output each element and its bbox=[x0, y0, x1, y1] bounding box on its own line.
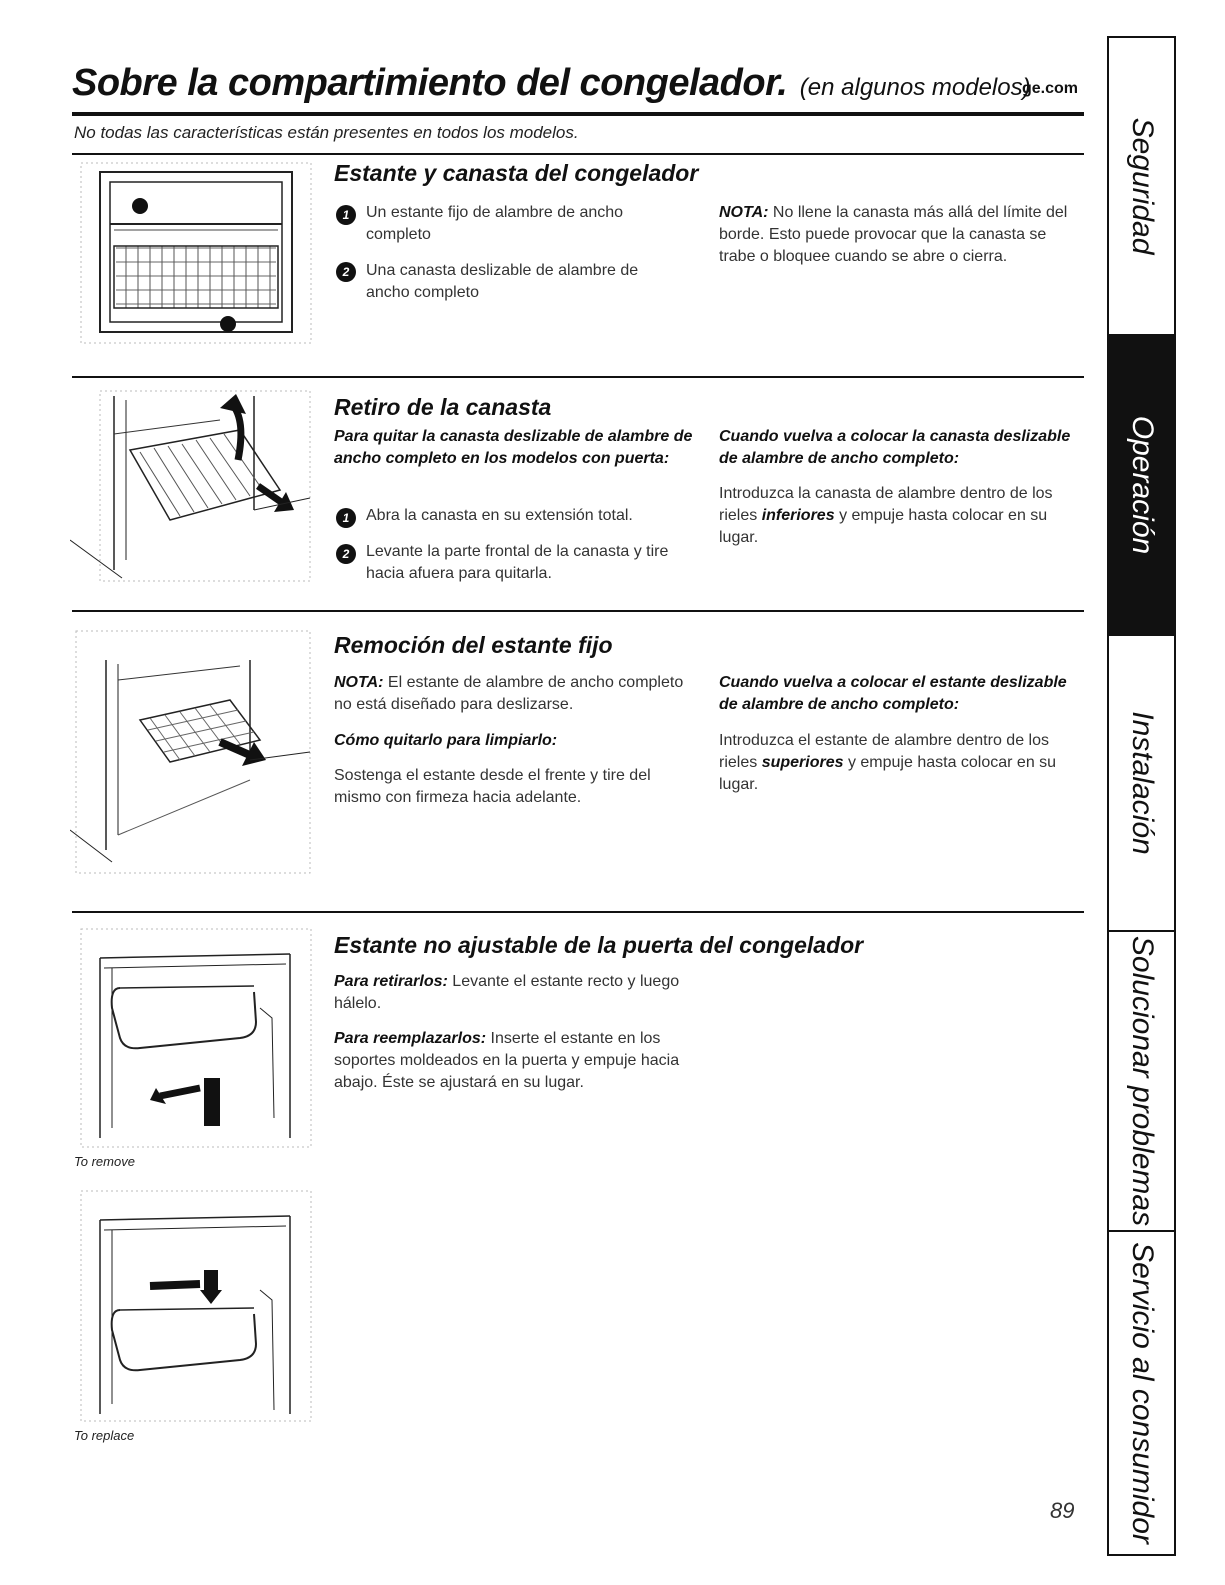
replace-text-part: y empuje hasta colocar en su lugar. bbox=[719, 754, 1057, 793]
shelf-note bbox=[719, 202, 1079, 268]
remove-text: Levante el estante recto y luego hálelo. bbox=[334, 973, 680, 1012]
tab-label: Operación bbox=[1125, 415, 1159, 555]
replace-text-part: y empuje hasta colocar en su lugar. bbox=[719, 507, 1048, 546]
door-shelf-remove-illustration bbox=[80, 928, 312, 1148]
remove-label: Para retirarlos: bbox=[334, 973, 448, 990]
tab-seguridad[interactable] bbox=[1109, 38, 1174, 336]
replace-text-part: Introduzca la canasta de alambre dentro de los rieles bbox=[719, 485, 1053, 524]
tab-label: Seguridad bbox=[1125, 117, 1159, 255]
door-shelf-remove-text bbox=[334, 971, 694, 1015]
basket-replace-text bbox=[719, 483, 1079, 549]
tab-servicio-al-consumidor[interactable] bbox=[1109, 1232, 1174, 1554]
shelf-item-2: Una canasta deslizable de alambre de ancho completo bbox=[366, 262, 639, 301]
step-number-1: 1 bbox=[336, 508, 356, 528]
section-divider bbox=[72, 610, 1084, 612]
basket-removal-intro: Para quitar la canasta deslizable de alambre de ancho completo en los modelos con puerta: bbox=[334, 428, 693, 467]
tab-label: Solucionar problemas bbox=[1125, 935, 1159, 1227]
replace-label: Para reemplazarlos: bbox=[334, 1030, 487, 1047]
step-number-2: 2 bbox=[336, 262, 356, 282]
page-subtitle: No todas las características están presentes en todos los modelos. bbox=[74, 123, 579, 142]
tab-solucionar-problemas[interactable] bbox=[1109, 932, 1174, 1232]
tab-operacion[interactable] bbox=[1109, 336, 1174, 636]
section-title-basket-removal: Retiro de la canasta bbox=[334, 394, 552, 420]
caption-to-remove: To remove bbox=[74, 1154, 135, 1169]
fixed-shelf-replace-text bbox=[719, 730, 1079, 796]
tab-label: Servicio al consumidor bbox=[1125, 1242, 1159, 1544]
step-number-2: 2 bbox=[336, 544, 356, 564]
side-tab-bar bbox=[1107, 36, 1176, 1556]
replace-text: Inserte el estante en los soportes moldeados en la puerta y empuje hacia abajo. Éste se ajustará en su lugar. bbox=[334, 1030, 680, 1091]
step-number-1: 1 bbox=[336, 205, 356, 225]
fixed-shelf-clean-text: Sostenga el estante desde el frente y tire del mismo con firmeza hacia adelante. bbox=[334, 767, 651, 806]
basket-replace-heading: Cuando vuelva a colocar la canasta deslizable de alambre de ancho completo: bbox=[719, 428, 1071, 467]
page-title-suffix: (en algunos modelos) bbox=[799, 74, 1031, 101]
shelf-item-1: Un estante fijo de alambre de ancho completo bbox=[366, 204, 624, 243]
replace-text-bold: inferiores bbox=[761, 507, 835, 524]
fixed-shelf-clean-heading: Cómo quitarlo para limpiarlo: bbox=[334, 732, 558, 749]
fixed-shelf-replace-heading: Cuando vuelva a colocar el estante deslizable de alambre de ancho completo: bbox=[719, 674, 1067, 713]
replace-text-part: Introduzca el estante de alambre dentro de los rieles bbox=[719, 732, 1049, 771]
note-text: El estante de alambre de ancho completo no está diseñado para deslizarse. bbox=[334, 674, 684, 713]
page-number: 89 bbox=[1050, 1498, 1075, 1523]
fixed-shelf-removal-illustration bbox=[70, 630, 312, 875]
site-url: ge.com bbox=[1022, 80, 1079, 97]
basket-removal-step-2: Levante la parte frontal de la canasta y tire hacia afuera para quitarla. bbox=[366, 543, 669, 582]
section-title-door-shelf: Estante no ajustable de la puerta del congelador bbox=[334, 932, 864, 958]
section-divider bbox=[72, 911, 1084, 913]
section-divider bbox=[72, 153, 1084, 155]
replace-text-bold: superiores bbox=[761, 754, 844, 771]
freezer-shelf-basket-illustration bbox=[80, 162, 312, 344]
note-text: No llene la canasta más allá del límite del borde. Esto puede provocar que la canasta se trabe o bloquee cuando se abre o cierra. bbox=[719, 204, 1068, 265]
title-rule bbox=[72, 112, 1084, 116]
tab-label: Instalación bbox=[1125, 711, 1159, 855]
section-divider bbox=[72, 376, 1084, 378]
page-title-main: Sobre la compartimiento del congelador. bbox=[72, 62, 788, 104]
note-label: NOTA: bbox=[719, 204, 769, 221]
caption-to-replace: To replace bbox=[74, 1428, 135, 1443]
section-title-shelf-basket: Estante y canasta del congelador bbox=[334, 160, 699, 186]
section-title-fixed-shelf: Remoción del estante fijo bbox=[334, 632, 613, 658]
door-shelf-replace-illustration bbox=[80, 1190, 312, 1422]
page-title bbox=[72, 62, 1031, 105]
basket-removal-step-1: Abra la canasta en su extensión total. bbox=[366, 507, 633, 524]
door-shelf-replace-text bbox=[334, 1028, 694, 1094]
basket-removal-illustration bbox=[70, 390, 312, 585]
tab-instalacion[interactable] bbox=[1109, 636, 1174, 932]
fixed-shelf-note bbox=[334, 672, 694, 716]
note-label: NOTA: bbox=[334, 674, 384, 691]
